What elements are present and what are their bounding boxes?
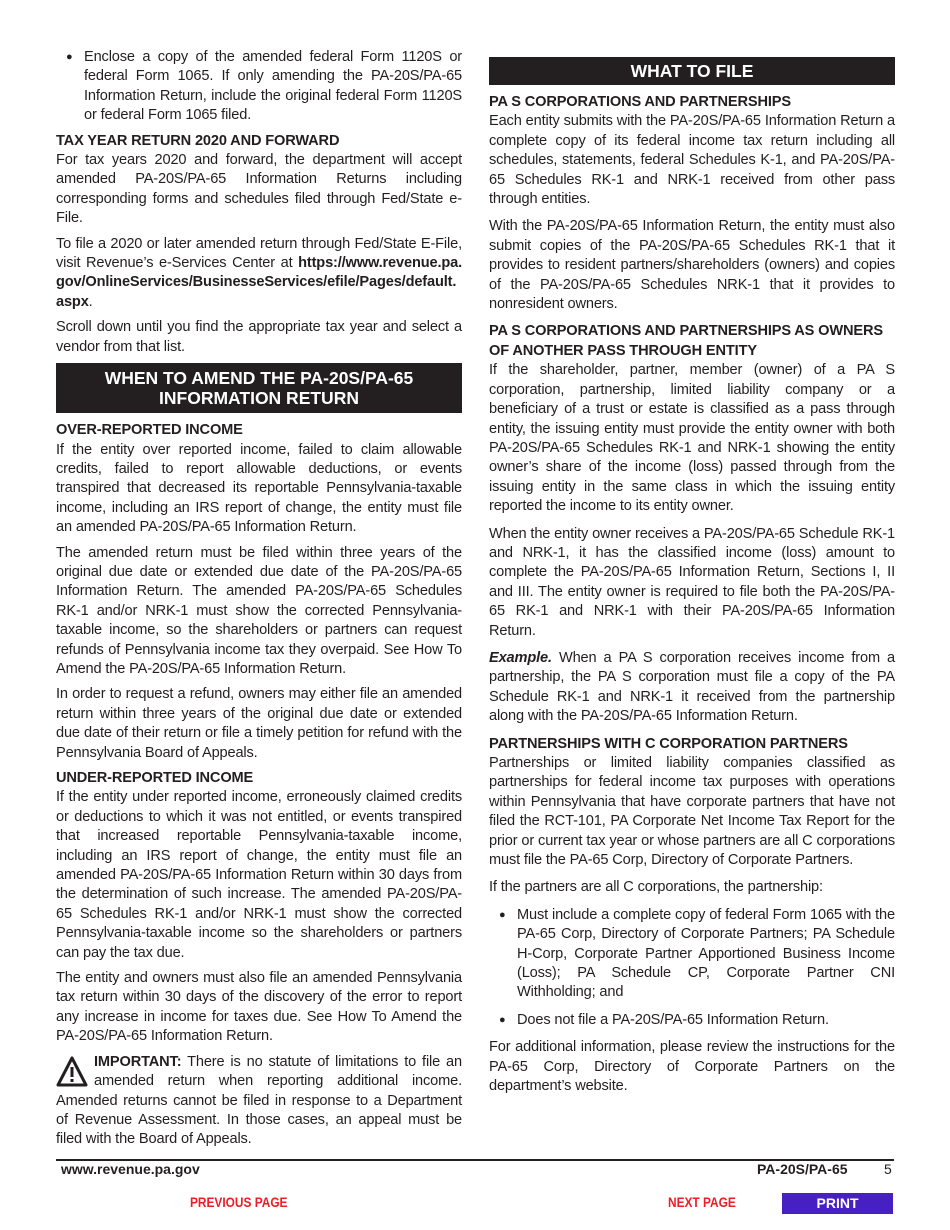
efile-url-link[interactable]: https://www.revenue.pa.gov/OnlineServices/BusinesseServices/efile/Pages/default.aspx bbox=[56, 255, 462, 310]
over-reported-heading: OVER-REPORTED INCOME bbox=[56, 422, 243, 439]
paragraph: For additional information, please review the instructions for the PA-65 Corp, Directory of Corporate Partners on the department’s website. bbox=[489, 1039, 895, 1095]
important-text: There is no statute of limitations to file an amended return when reporting additional income. Amended returns cannot be filed in response to a Department of Revenue Assessment. In those cases, an appeal must be filed with the Board of Appeals. bbox=[56, 1053, 462, 1148]
when-to-amend-banner bbox=[56, 363, 462, 413]
paragraph bbox=[56, 235, 462, 313]
print-button[interactable]: PRINT bbox=[782, 1193, 893, 1214]
bullet-item: ● Must include a complete copy of federal Form 1065 with the PA-65 Corp, Directory of Corporate Partners; PA Schedule H-Corp, Corporate Partner Apportioned Business Income (Loss); PA Schedule CP, Corporate Partner CNI Withholding; and bbox=[489, 906, 895, 1003]
bullet-item: ● Does not file a PA-20S/PA-65 Information Return. bbox=[489, 1011, 895, 1030]
amend-bullets bbox=[56, 48, 462, 126]
paragraph: If the partners are all C corporations, the partnership: bbox=[489, 879, 823, 896]
tax-year-heading: TAX YEAR RETURN 2020 AND FORWARD bbox=[56, 132, 340, 149]
text: . bbox=[88, 293, 93, 310]
c-corp-heading: PARTNERSHIPS WITH C CORPORATION PARTNERS bbox=[489, 735, 848, 752]
paragraph: Partnerships or limited liability companies classified as partnerships for federal income tax purposes with operations within Pennsylvania that have corporate partners that have not filed the RCT-101, PA Corporate Net Income Tax Report for the prior or current tax year or whose partners are all C corporations must file the PA-65 Corp, Directory of Corporate Partners. bbox=[489, 755, 895, 869]
footer-form-name: PA-20S/PA-65 bbox=[757, 1161, 848, 1177]
paragraph: In order to request a refund, owners may either file an amended return within three years of the original due date or extended due date of their return or file a timely petition for refund with the Pennsylvania Board of Appeals. bbox=[56, 686, 462, 761]
example-label: Example. bbox=[489, 649, 552, 666]
paragraph: If the shareholder, partner, member (owner) of a PA S corporation, partnership, limited liability company or a beneficiary of a trust or estate is classified as a pass through entity, the issuing entity must provide the entity owner with both PA-20S/PA-65 Schedules RK-1 and NRK-1 showing the entity owner’s share of the income (loss) passed through from the issuing entity in the same class in which the issuing entity reported the income to its entity owner. bbox=[489, 362, 895, 515]
warning-icon bbox=[56, 1055, 88, 1089]
paragraph: Scroll down until you find the appropriate tax year and select a vendor from that list. bbox=[56, 319, 462, 355]
left-column bbox=[56, 48, 462, 1156]
paragraph: If the entity over reported income, failed to claim allowable credits, failed to report allowable deductions, or events transpired that decreased its reportable Pennsylvania-taxable income, including an IRS report of change, the entity must file an amended PA-20S/PA-65 Information Return. bbox=[56, 441, 462, 536]
paragraph: If the entity under reported income, erroneously claimed credits or deductions to which it was not entitled, or events transpired that increased reportable Pennsylvania-taxable income, including an IRS report of change, the entity must file an amended PA-20S/PA-65 Information Return within 30 days from the determination of such increase. The amended PA-20S/PA-65 Schedules RK-1 and/or NRK-1 must show the corrected Pennsylvania-taxable income so the shareholders or partners can pay the tax due. bbox=[56, 789, 462, 961]
paragraph: For tax years 2020 and forward, the department will accept amended PA-20S/PA-65 Information Returns including corresponding forms and schedules filed through Fed/State e-File. bbox=[56, 152, 462, 227]
under-reported-heading: UNDER-REPORTED INCOME bbox=[56, 770, 254, 786]
pa-s-heading: PA S CORPORATIONS AND PARTNERSHIPS bbox=[489, 94, 791, 110]
text: To file a 2020 or later amended return through Fed/State E-File, visit Revenue’s e-Services Center at bbox=[56, 235, 462, 272]
banner-line: INFORMATION RETURN bbox=[159, 388, 359, 409]
example-text: When a PA S corporation receives income from a partnership, the PA S corporation must file a copy of the PA Schedule RK-1 and NRK-1 it received from the partnership along with the PA-20S/PA-65 Information Return. bbox=[489, 649, 895, 725]
next-page-link[interactable]: NEXT PAGE bbox=[668, 1195, 736, 1210]
previous-page-link[interactable]: PREVIOUS PAGE bbox=[190, 1195, 288, 1210]
important-label: IMPORTANT: bbox=[94, 1053, 182, 1070]
paragraph: The amended return must be filed within three years of the original due date or extended due date of the PA-20S/PA-65 Information Return. The amended PA-20S/PA-65 Schedules RK-1 and/or NRK-1 must show the corrected Pennsylvania-taxable income, so the shareholders or partners can request refunds of Pennsylvania income tax they overpaid. See How To Amend the PA-20S/PA-65 Information Return. bbox=[56, 544, 462, 677]
paragraph: When the entity owner receives a PA-20S/PA-65 Schedule RK-1 and NRK-1, it has the classified income (loss) amount to complete the PA-20S/PA-65 Information Return, Sections I, II and III. The entity owner is required to file both the PA-20S/PA-65 RK-1 and NRK-1 with their PA-20S/PA-65 Information Return. bbox=[489, 525, 895, 639]
banner-line: WHEN TO AMEND THE PA-20S/PA-65 bbox=[104, 368, 414, 389]
important-note bbox=[56, 1053, 462, 1150]
example-paragraph bbox=[489, 649, 895, 727]
paragraph: The entity and owners must also file an amended Pennsylvania tax return within 30 days of the discovery of the error to report any increase in income for taxes due. See How To Amend the PA-20S/PA-65 Information Return. bbox=[56, 970, 462, 1045]
paragraph: Each entity submits with the PA-20S/PA-65 Information Return a complete copy of its federal income tax return including all schedules, statements, federal Schedules K-1, and PA-20S/PA-65 Schedules RK-1 and NRK-1 received from other pass through entities. bbox=[489, 113, 895, 208]
paragraph: With the PA-20S/PA-65 Information Return, the entity must also submit copies of the PA-20S/PA-65 Schedules RK-1 that it provides to resident partners/shareholders (owners) and copies of the PA-20S/PA-65 Schedules NRK-1 that it provides to nonresident owners. bbox=[489, 218, 895, 313]
what-to-file-banner: WHAT TO FILE bbox=[489, 57, 895, 85]
right-column bbox=[489, 57, 895, 1097]
page-number: 5 bbox=[884, 1161, 892, 1177]
footer-website: www.revenue.pa.gov bbox=[61, 1161, 200, 1177]
c-corp-bullets bbox=[489, 906, 895, 1030]
bullet-item: ● Enclose a copy of the amended federal Form 1120S or federal Form 1065. If only amending the PA-20S/PA-65 Information Return, include the original federal Form 1120S or federal Form 1065 filed. bbox=[56, 48, 462, 126]
owners-heading: PA S CORPORATIONS AND PARTNERSHIPS AS OWNERS OF ANOTHER PASS THROUGH ENTITY bbox=[489, 323, 883, 359]
